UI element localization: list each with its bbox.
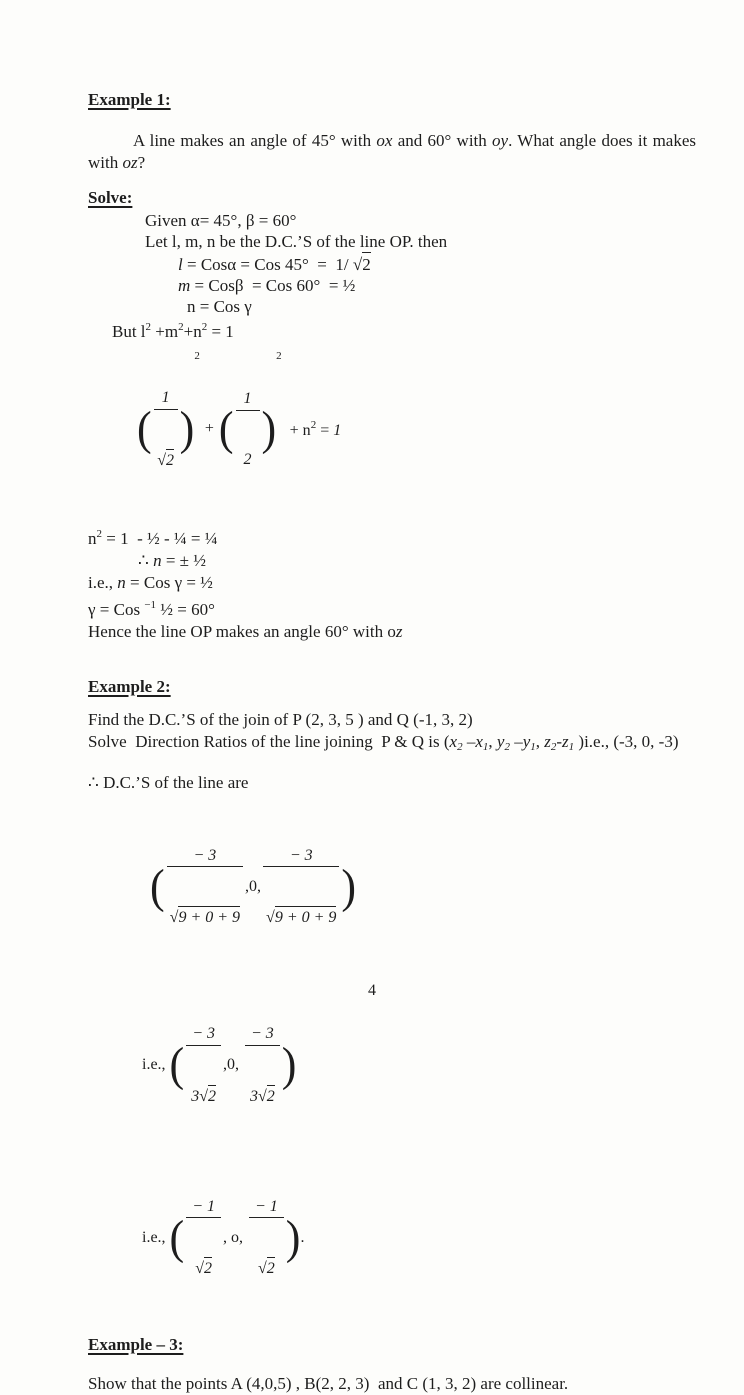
therefore-n-line: ∴ n = ± ½	[138, 550, 206, 570]
fraction-neg3-over-3root2	[186, 986, 221, 1145]
numerator: − 3	[245, 1024, 280, 1045]
middle-term: , o,	[223, 1228, 247, 1246]
m-equation-line: m = Cosβ = Cos 60° = ½	[178, 276, 356, 295]
denominator: √9 + 0 + 9	[167, 905, 243, 927]
example2-find-line: Find the D.C.’S of the join of P (2, 3, 5 ) and Q (-1, 3, 2)	[88, 709, 473, 729]
numerator: − 3	[167, 846, 243, 867]
right-paren: )	[285, 1210, 301, 1264]
right-paren: )	[341, 859, 357, 913]
example2-dcs-line: ∴ D.C.’S of the line are	[88, 772, 249, 792]
example1-problem-line2: with oz?	[88, 153, 146, 172]
numerator: 1	[236, 389, 260, 410]
denominator: √2	[186, 1256, 221, 1278]
hence-line: Hence the line OP makes an angle 60° with oz	[88, 621, 403, 641]
fraction-neg3-over-root18	[263, 808, 339, 967]
n-equation-line: n = Cos γ	[187, 297, 252, 316]
but-identity-line: But $l^2 +m^2+n^2 = 1$	[112, 321, 234, 341]
example3-heading: Example – 3:	[88, 1335, 184, 1354]
fraction-one-half	[236, 351, 260, 508]
example1-solution	[88, 210, 696, 342]
ie-n-cos-line: i.e., n = Cos γ = ½	[88, 572, 213, 592]
exponent-2: 2	[276, 350, 282, 362]
fraction-neg1-over-root2	[249, 1159, 284, 1318]
given-line: Given α= 45°, β = 60°	[145, 211, 297, 230]
right-paren: )	[281, 1038, 297, 1092]
dcs-formula-unsimplified	[150, 808, 696, 967]
left-paren: (	[218, 402, 234, 456]
gamma-line: γ = Cos $^{-1}$ ½ = 60°	[88, 598, 215, 619]
fraction-one-over-root2	[154, 350, 178, 509]
right-paren: )	[261, 402, 277, 456]
let-line: Let l, m, n be the D.C.’S of the line OP. then	[145, 232, 448, 251]
numerator: − 1	[186, 1197, 221, 1218]
example1-problem-line1: A line makes an angle of 45° with ox and 60° with oy. What angle does it makes	[133, 131, 696, 150]
dcs-formula-simplified-1	[142, 986, 696, 1145]
numerator: − 1	[249, 1197, 284, 1218]
example1-heading: Example 1:	[88, 90, 171, 109]
l-equation-line: l = Cosα = Cos 45° = 1/ √2	[88, 252, 696, 275]
period: .	[300, 1228, 305, 1246]
right-paren: )	[179, 402, 195, 456]
denominator: √2	[154, 448, 178, 470]
left-paren: (	[169, 1038, 185, 1092]
solve-heading: Solve:	[88, 188, 133, 207]
numerator: − 3	[263, 846, 339, 867]
denominator: √2	[249, 1256, 284, 1278]
example2-heading: Example 2:	[88, 676, 171, 696]
sum-of-squares-equation	[137, 350, 696, 509]
denominator: √9 + 0 + 9	[263, 905, 339, 927]
middle-term: ,0,	[223, 1056, 243, 1074]
n-squared-line: $n^2 = 1$ - ½ - ¼ = ¼	[88, 527, 218, 548]
left-paren: (	[150, 859, 165, 913]
numerator: − 3	[186, 1024, 221, 1045]
middle-term: ,0,	[245, 877, 262, 895]
denominator: 3√2	[245, 1084, 280, 1106]
numerator: 1	[154, 388, 178, 409]
fraction-neg3-over-3root2	[245, 986, 280, 1145]
left-paren: (	[169, 1210, 185, 1264]
plus-operator: +	[204, 420, 214, 438]
example2-ratios-line: Solve Direction Ratios of the line joining P & Q is ($x_2$ $-x_1$, $y_2$ $-y_1$, $z_2-z_1$ )i.e., (-3, 0, -3)	[88, 731, 679, 753]
page-number: 4	[368, 982, 376, 999]
dcs-formula-simplified-2	[142, 1159, 696, 1318]
example3-problem: Show that the points A (4,0,5) , B(2, 2, 3) and C (1, 3, 2) are collinear.	[88, 1374, 569, 1393]
fraction-neg3-over-root18	[167, 808, 243, 967]
ie-prefix: i.e.,	[142, 1056, 166, 1074]
exponent-2: 2	[194, 350, 200, 362]
equation-tail: + $n^2 = 1$	[285, 418, 342, 439]
denominator: 3√2	[186, 1084, 221, 1106]
ie-prefix: i.e.,	[142, 1228, 166, 1246]
fraction-neg1-over-root2	[186, 1159, 221, 1318]
denominator: 2	[243, 450, 252, 468]
example1-conclusion	[88, 523, 696, 643]
left-paren: (	[137, 402, 152, 456]
